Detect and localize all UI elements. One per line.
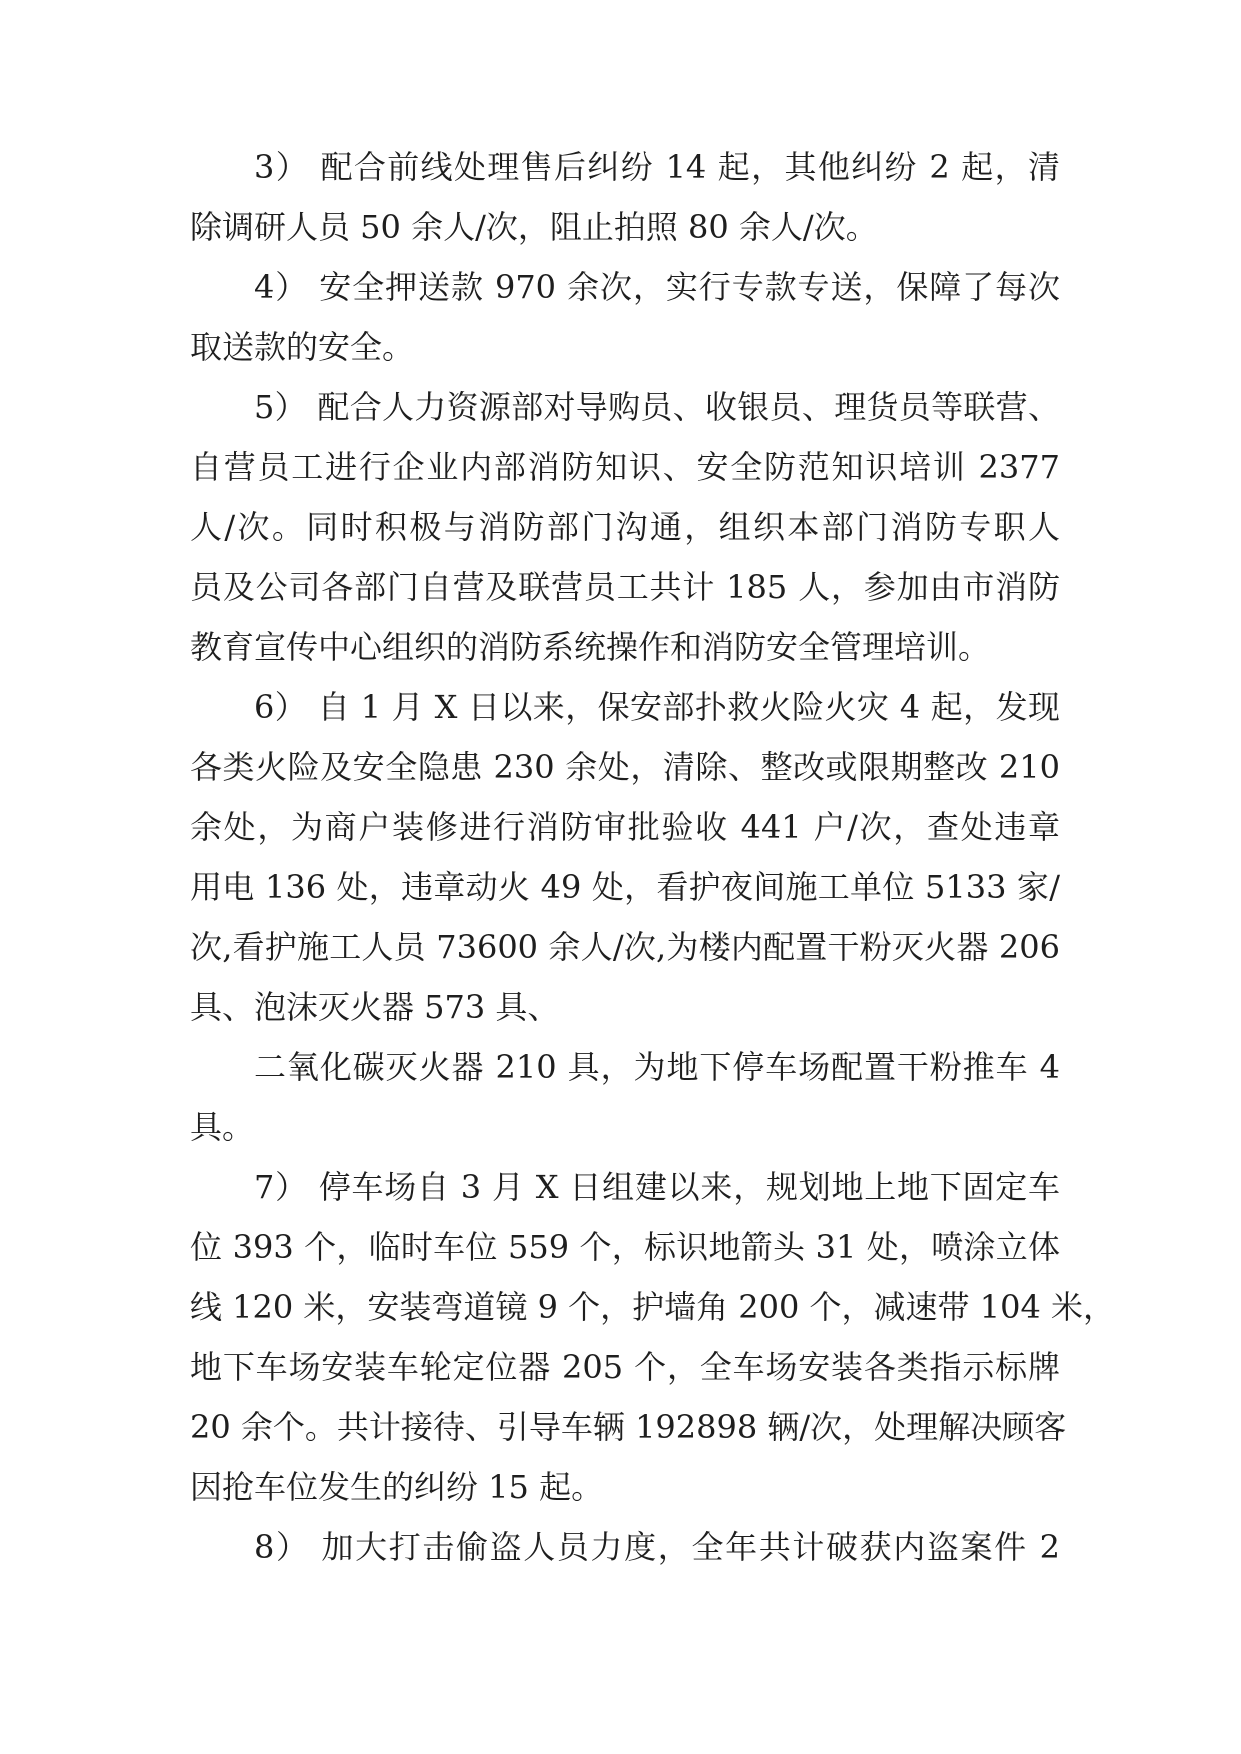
text-line: 取送款的安全。 [190,328,415,366]
text-line: 除调研人员 50 余人/次，阻止拍照 80 余人/次。 [190,208,878,246]
text-line: 8） 加大打击偷盗人员力度，全年共计破获内盗案件 2 [254,1528,1060,1566]
text-line: 具。 [190,1108,255,1146]
text-line: 7） 停车场自 3 月 X 日组建以来，规划地上地下固定车 [254,1168,1060,1206]
text-line: 3） 配合前线处理售后纠纷 14 起，其他纠纷 2 起，清 [254,148,1060,186]
text-line: 位 393 个，临时车位 559 个，标识地箭头 31 处，喷涂立体 [190,1228,1060,1266]
text-line: 因抢车位发生的纠纷 15 起。 [190,1468,604,1506]
text-line: 余处，为商户装修进行消防审批验收 441 户/次，查处违章 [190,808,1060,846]
text-line: 6） 自 1 月 X 日以来，保安部扑救火险火灾 4 起，发现 [254,688,1060,726]
text-line: 员及公司各部门自营及联营员工共计 185 人，参加由市消防 [190,568,1060,606]
text-line: 次,看护施工人员 73600 余人/次,为楼内配置干粉灭火器 206 [190,928,1060,966]
text-line: 人/次。同时积极与消防部门沟通，组织本部门消防专职人 [190,508,1060,546]
text-line: 具、泡沫灭火器 573 具、 [190,988,560,1026]
text-line: 各类火险及安全隐患 230 余处，清除、整改或限期整改 210 [190,748,1060,786]
text-line: 地下车场安装车轮定位器 205 个，全车场安装各类指示标牌 [190,1348,1060,1386]
text-line: 二氧化碳灭火器 210 具，为地下停车场配置干粉推车 4 [254,1048,1060,1086]
text-line: 自营员工进行企业内部消防知识、安全防范知识培训 2377 [190,448,1060,486]
text-line: 教育宣传中心组织的消防系统操作和消防安全管理培训。 [190,628,991,666]
text-line: 线 120 米，安装弯道镜 9 个，护墙角 200 个，减速带 104 米， [190,1288,1115,1326]
text-line: 4） 安全押送款 970 余次，实行专款专送，保障了每次 [254,268,1060,306]
text-line: 用电 136 处，违章动火 49 处，看护夜间施工单位 5133 家/ [190,868,1060,906]
text-line: 20 余个。共计接待、引导车辆 192898 辆/次，处理解决顾客 [190,1408,1067,1446]
text-line: 5） 配合人力资源部对导购员、收银员、理货员等联营、 [254,388,1060,426]
